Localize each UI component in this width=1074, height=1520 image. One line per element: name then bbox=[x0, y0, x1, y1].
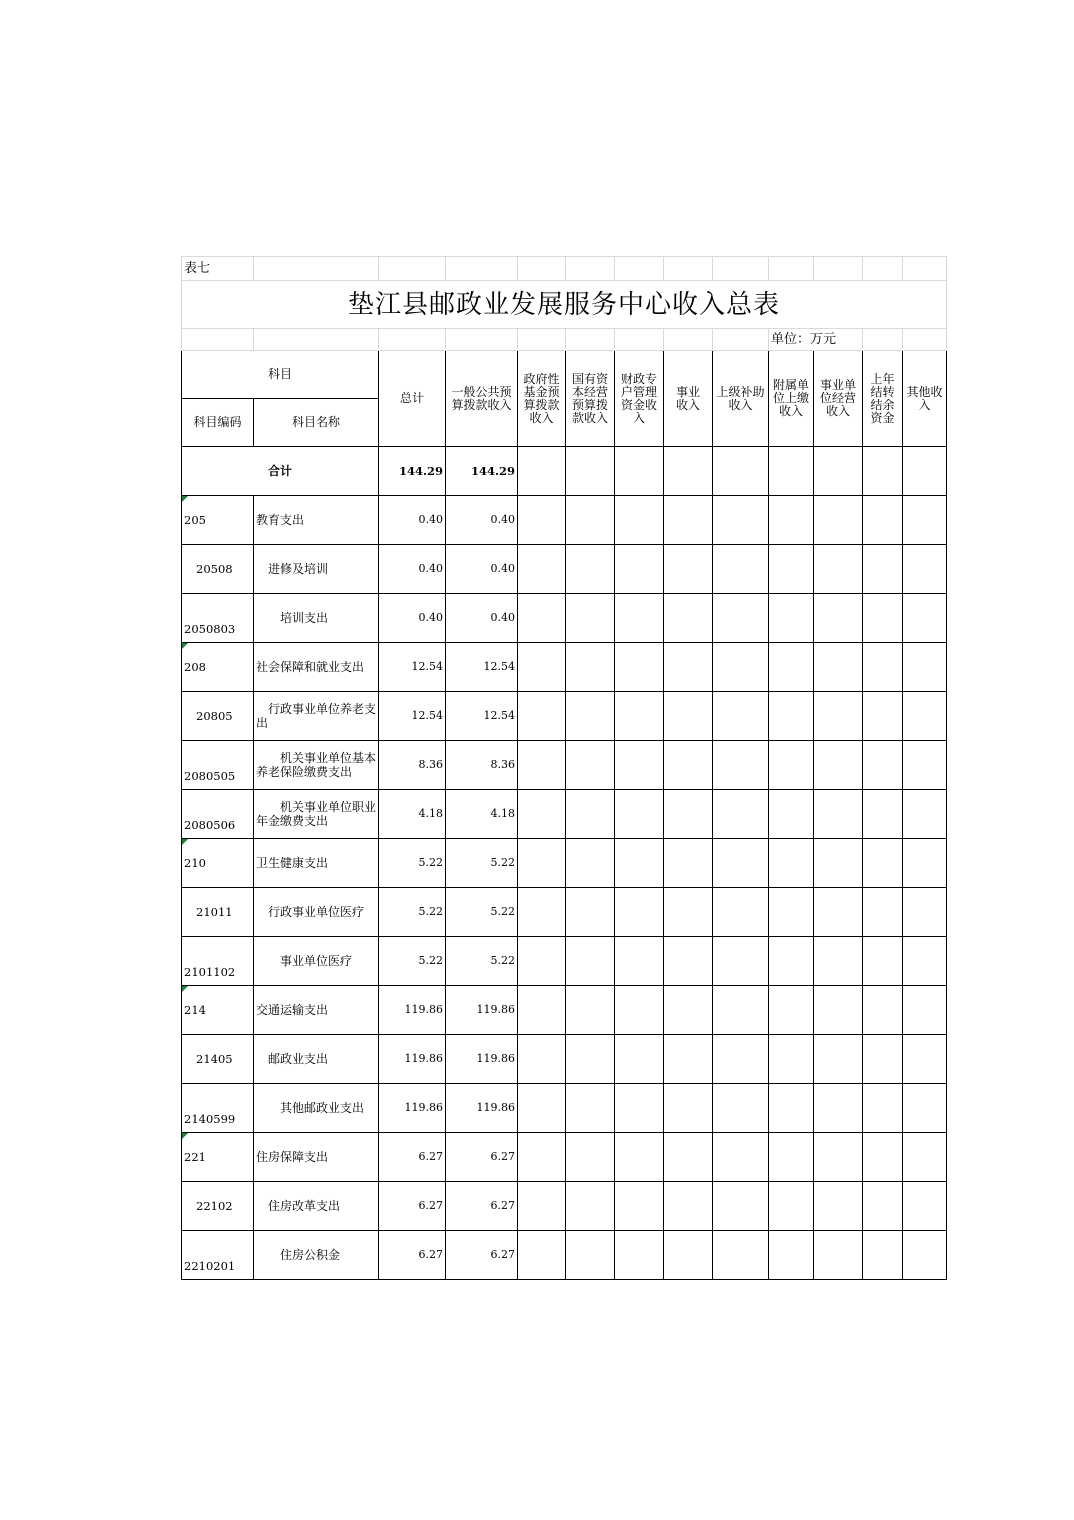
row-name: 行政事业单位医疗 bbox=[254, 888, 379, 937]
row-total: 5.22 bbox=[379, 839, 446, 888]
row-code: 2080506 bbox=[182, 790, 254, 839]
table-row bbox=[182, 692, 947, 741]
row-general-budget: 5.22 bbox=[446, 888, 518, 937]
row-code: 2210201 bbox=[182, 1231, 254, 1280]
row-code: 2101102 bbox=[182, 937, 254, 986]
row-general-budget: 119.86 bbox=[446, 986, 518, 1035]
row-name: 事业单位医疗 bbox=[254, 937, 379, 986]
header-business-income: 事业收入 bbox=[664, 351, 713, 447]
row-general-budget: 0.40 bbox=[446, 496, 518, 545]
row-general-budget: 119.86 bbox=[446, 1035, 518, 1084]
row-name: 机关事业单位职业年金缴费支出 bbox=[254, 790, 379, 839]
row-name: 住房改革支出 bbox=[254, 1182, 379, 1231]
summary-label: 合计 bbox=[182, 447, 379, 496]
table-row bbox=[182, 594, 947, 643]
summary-row bbox=[182, 447, 947, 496]
header-carryover: 上年结转结余资金 bbox=[863, 351, 903, 447]
row-general-budget: 0.40 bbox=[446, 594, 518, 643]
table-row bbox=[182, 1035, 947, 1084]
header-other: 其他收入 bbox=[903, 351, 947, 447]
page-title: 垫江县邮政业发展服务中心收入总表 bbox=[182, 281, 947, 329]
cell-marker-icon bbox=[182, 1133, 188, 1139]
summary-total: 144.29 bbox=[379, 447, 446, 496]
income-summary-sheet bbox=[181, 256, 947, 1280]
row-total: 5.22 bbox=[379, 888, 446, 937]
row-name: 教育支出 bbox=[254, 496, 379, 545]
row-name: 卫生健康支出 bbox=[254, 839, 379, 888]
cell-marker-icon bbox=[182, 839, 188, 845]
row-total: 0.40 bbox=[379, 545, 446, 594]
row-total: 119.86 bbox=[379, 1084, 446, 1133]
table-row bbox=[182, 1084, 947, 1133]
header-special-account: 财政专户管理资金收入 bbox=[615, 351, 664, 447]
row-total: 6.27 bbox=[379, 1231, 446, 1280]
header-general-budget: 一般公共预算拨款收入 bbox=[446, 351, 518, 447]
table-row bbox=[182, 839, 947, 888]
table-row bbox=[182, 888, 947, 937]
cell-marker-icon bbox=[182, 496, 188, 502]
table-row bbox=[182, 1133, 947, 1182]
row-code: 22102 bbox=[182, 1182, 254, 1231]
row-name: 住房保障支出 bbox=[254, 1133, 379, 1182]
row-total: 0.40 bbox=[379, 496, 446, 545]
row-general-budget: 6.27 bbox=[446, 1231, 518, 1280]
header-gov-fund: 政府性基金预算拨款收入 bbox=[518, 351, 566, 447]
table-row bbox=[182, 790, 947, 839]
table-row bbox=[182, 496, 947, 545]
row-name: 其他邮政业支出 bbox=[254, 1084, 379, 1133]
summary-general-budget: 144.29 bbox=[446, 447, 518, 496]
table-row bbox=[182, 1231, 947, 1280]
row-general-budget: 5.22 bbox=[446, 937, 518, 986]
row-name: 交通运输支出 bbox=[254, 986, 379, 1035]
row-code: 210 bbox=[184, 856, 206, 870]
row-code: 214 bbox=[184, 1003, 206, 1017]
table-label: 表七 bbox=[182, 257, 254, 281]
row-total: 6.27 bbox=[379, 1182, 446, 1231]
header-code: 科目编码 bbox=[182, 399, 254, 447]
row-total: 0.40 bbox=[379, 594, 446, 643]
row-general-budget: 5.22 bbox=[446, 839, 518, 888]
row-total: 12.54 bbox=[379, 643, 446, 692]
row-name: 住房公积金 bbox=[254, 1231, 379, 1280]
unit-label: 单位：万元 bbox=[769, 329, 863, 351]
row-total: 8.36 bbox=[379, 741, 446, 790]
cell-marker-icon bbox=[182, 643, 188, 649]
income-summary-table bbox=[181, 256, 947, 1280]
row-name: 机关事业单位基本养老保险缴费支出 bbox=[254, 741, 379, 790]
row-code: 21405 bbox=[182, 1035, 254, 1084]
header-name: 科目名称 bbox=[254, 399, 379, 447]
row-general-budget: 0.40 bbox=[446, 545, 518, 594]
row-total: 6.27 bbox=[379, 1133, 446, 1182]
table-row bbox=[182, 986, 947, 1035]
table-row bbox=[182, 643, 947, 692]
row-name: 进修及培训 bbox=[254, 545, 379, 594]
header-affiliated: 附属单位上缴收入 bbox=[769, 351, 814, 447]
row-name: 培训支出 bbox=[254, 594, 379, 643]
row-code: 2080505 bbox=[182, 741, 254, 790]
row-code: 21011 bbox=[182, 888, 254, 937]
row-general-budget: 4.18 bbox=[446, 790, 518, 839]
header-state-capital: 国有资本经营预算拨款收入 bbox=[566, 351, 615, 447]
row-total: 4.18 bbox=[379, 790, 446, 839]
row-name: 邮政业支出 bbox=[254, 1035, 379, 1084]
cell-marker-icon bbox=[182, 986, 188, 992]
row-name: 行政事业单位养老支出 bbox=[254, 692, 379, 741]
row-name: 社会保障和就业支出 bbox=[254, 643, 379, 692]
table-row bbox=[182, 741, 947, 790]
row-general-budget: 12.54 bbox=[446, 692, 518, 741]
row-general-budget: 8.36 bbox=[446, 741, 518, 790]
row-general-budget: 6.27 bbox=[446, 1182, 518, 1231]
row-code: 205 bbox=[184, 513, 206, 527]
row-code: 208 bbox=[184, 660, 206, 674]
row-total: 119.86 bbox=[379, 1035, 446, 1084]
row-code: 20508 bbox=[182, 545, 254, 594]
table-row bbox=[182, 545, 947, 594]
header-total: 总计 bbox=[379, 351, 446, 447]
row-general-budget: 12.54 bbox=[446, 643, 518, 692]
row-total: 119.86 bbox=[379, 986, 446, 1035]
table-row bbox=[182, 937, 947, 986]
row-code: 2140599 bbox=[182, 1084, 254, 1133]
row-code: 221 bbox=[184, 1150, 206, 1164]
row-code: 2050803 bbox=[182, 594, 254, 643]
header-subject: 科目 bbox=[182, 351, 379, 399]
row-general-budget: 6.27 bbox=[446, 1133, 518, 1182]
row-total: 5.22 bbox=[379, 937, 446, 986]
row-code: 20805 bbox=[182, 692, 254, 741]
header-superior-subsidy: 上级补助收入 bbox=[713, 351, 769, 447]
header-operating: 事业单位经营收入 bbox=[814, 351, 863, 447]
row-general-budget: 119.86 bbox=[446, 1084, 518, 1133]
table-row bbox=[182, 1182, 947, 1231]
row-total: 12.54 bbox=[379, 692, 446, 741]
